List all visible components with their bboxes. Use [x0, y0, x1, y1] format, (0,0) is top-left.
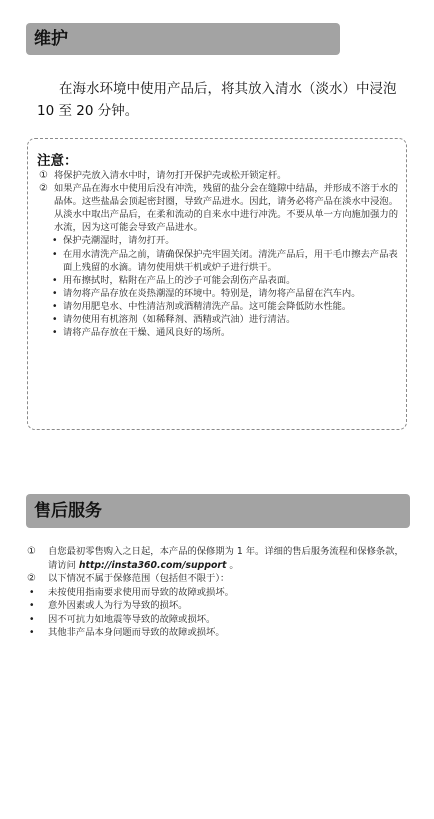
warranty-text: 自您最初零售购入之日起，本产品的保修期为 1 年。详细的售后服务流程和保修条款，请访问: [48, 546, 404, 571]
item-number: ②: [39, 183, 48, 195]
bullet-dot: •: [52, 235, 58, 247]
bullet-text: 在用水清洗产品之前，请确保保护壳牢固关闭。清洗产品后，用干毛巾擦去产品表面上残留的水滴。请勿使用烘干机或炉子进行烘干。: [63, 248, 398, 273]
item-text: [48, 545, 412, 572]
caution-title: 注意：: [37, 153, 78, 169]
maintenance-section-heading: 维护: [26, 23, 340, 55]
bullet-text: 请勿将产品存放在炎热潮湿的环境中。特别是，请勿将产品留在汽车内。: [63, 287, 361, 299]
after-sales-list: [27, 545, 412, 640]
service-bullet: [27, 599, 412, 613]
caution-bullet: [33, 287, 399, 300]
bullet-dot: •: [29, 586, 35, 598]
caution-bullet: [33, 313, 399, 326]
support-link[interactable]: http://insta360.com/support: [78, 559, 227, 571]
bullet-text: 保护壳潮湿时，请勿打开。: [63, 235, 175, 247]
caution-bullet: [33, 234, 399, 247]
bullet-dot: •: [29, 627, 35, 638]
bullet-dot: •: [29, 600, 35, 611]
maintenance-intro: [37, 78, 397, 122]
service-bullet: [27, 626, 412, 640]
intro-paragraph: 在海水环境中使用产品后，将其放入清水（淡水）中浸泡 10 至 20 分钟。: [37, 81, 397, 119]
caution-bullet: [33, 248, 399, 274]
bullet-dot: •: [52, 248, 58, 260]
item-number: ①: [39, 170, 48, 181]
bullet-text: 用布擦拭时，粘附在产品上的沙子可能会刮伤产品表面。: [63, 274, 296, 286]
bullet-dot: •: [52, 314, 58, 326]
bullet-text: 请勿用肥皂水、中性清洁剂或酒精清洗产品。这可能会降低防水性能。: [63, 300, 352, 312]
service-bullet: [27, 613, 412, 627]
item-text: 如果产品在海水中使用后没有冲洗，残留的盐分会在缝隙中结晶，并形成不溶于水的晶体。这些盐晶会顶起密封圈，导致产品进水。因此，请务必将产品在淡水中浸泡。从淡水中取出产品后，在柔和流动的自来水中进行冲洗。不要从单一方向施加强力的水流，因为这可能会导致产品进水。: [54, 183, 398, 234]
caution-item: [33, 182, 399, 234]
bullet-text: 请勿使用有机溶剂（如稀释剂、酒精或汽油）进行清洁。: [63, 314, 296, 326]
item-text: 以下情况不属于保修范围（包括但不限于）：: [48, 573, 230, 584]
service-item: [27, 545, 412, 572]
caution-item: [33, 169, 399, 182]
service-bullet: [27, 586, 412, 600]
service-item: [27, 572, 412, 586]
bullet-text: 因不可抗力如地震等导致的故障或损坏。: [48, 613, 216, 625]
after-sales-section-heading: 售后服务: [26, 494, 410, 528]
caution-bullet: [33, 326, 399, 339]
bullet-dot: •: [52, 327, 58, 339]
bullet-dot: •: [52, 300, 58, 312]
bullet-dot: •: [52, 274, 58, 286]
bullet-text: 未按使用指南要求使用而导致的故障或损坏。: [48, 586, 234, 598]
caution-bullet: [33, 300, 399, 313]
caution-box: [27, 138, 407, 430]
bullet-text: 请将产品存放在干燥、通风良好的场所。: [63, 327, 231, 339]
caution-bullet: [33, 274, 399, 287]
item-text: 将保护壳放入清水中时，请勿打开保护壳或松开锁定杆。: [54, 170, 287, 181]
bullet-text: 其他非产品本身问题而导致的故障或损坏。: [48, 627, 225, 638]
item-number: ②: [27, 573, 36, 584]
item-number: ①: [27, 546, 36, 557]
warranty-suffix: 。: [226, 559, 239, 571]
bullet-dot: •: [52, 287, 58, 299]
bullet-dot: •: [29, 613, 35, 625]
caution-list: [33, 169, 399, 339]
bullet-text: 意外因素或人为行为导致的损坏。: [48, 600, 188, 611]
